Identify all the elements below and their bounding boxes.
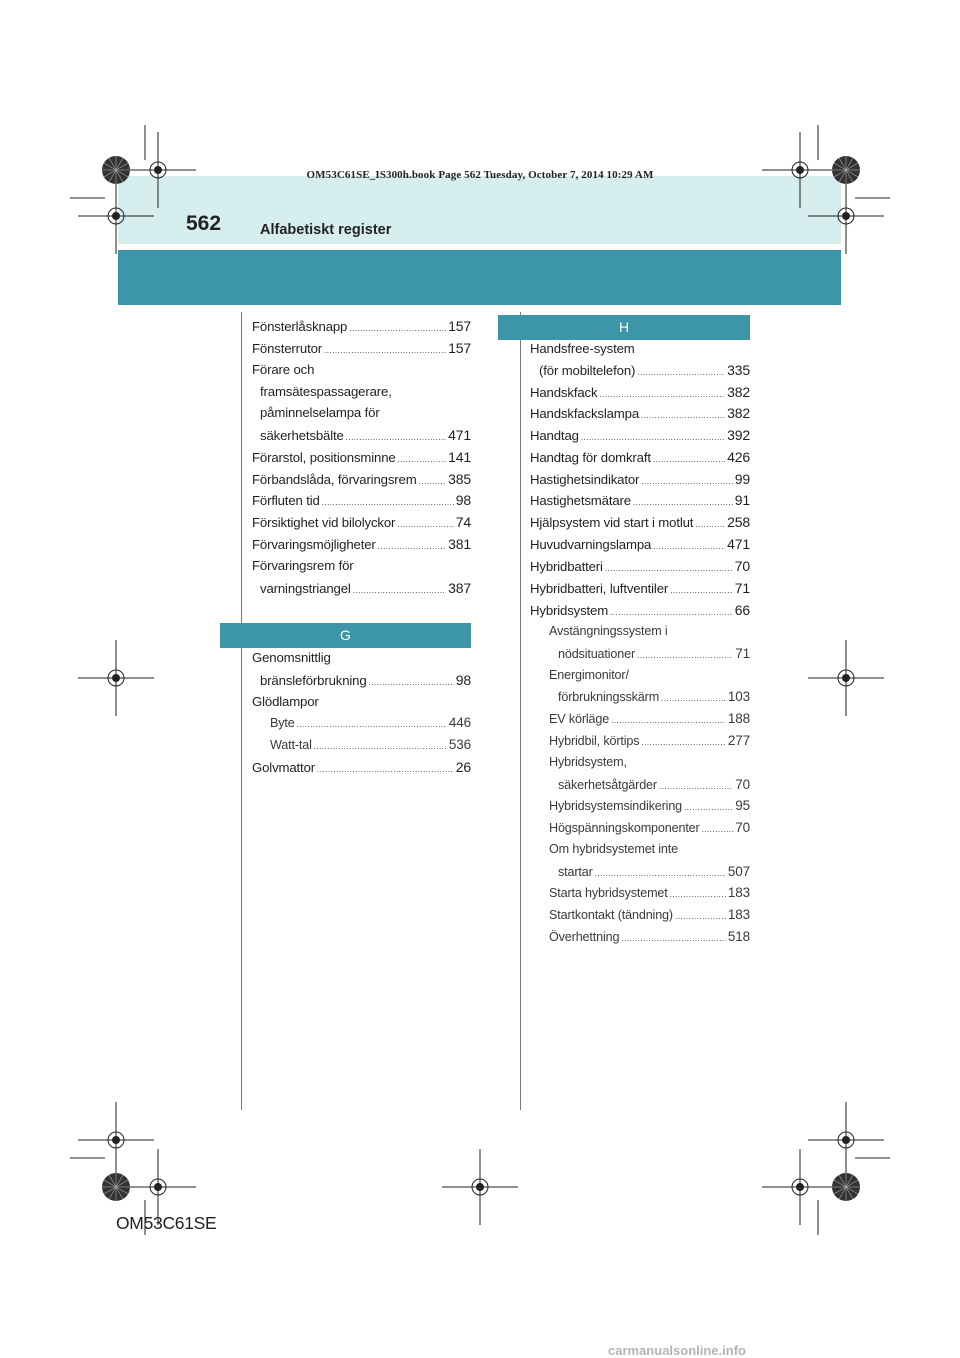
entry-text: Hastighetsmätare xyxy=(530,493,631,508)
entry-text: Hjälpsystem vid start i motlut xyxy=(530,515,694,530)
index-entry-line: Handsfree-system xyxy=(530,341,635,356)
entry-page: 387 xyxy=(448,580,471,596)
entry-text: Överhettning xyxy=(549,930,620,944)
entry-text: Startkontakt (tändning) xyxy=(549,908,673,922)
entry-page: 258 xyxy=(727,514,750,530)
entry-page: 392 xyxy=(727,427,750,443)
index-entry-line: Glödlampor xyxy=(252,694,319,709)
entry-text: EV körläge xyxy=(549,712,610,726)
entry-page: 98 xyxy=(455,492,471,508)
entry-page: 157 xyxy=(448,340,471,356)
entry-page: 426 xyxy=(727,449,750,465)
entry-text: förbrukningsskärm xyxy=(558,690,660,704)
section-title: Alfabetiskt register xyxy=(260,222,392,238)
entry-text: Hybridbatteri, luftventiler xyxy=(530,581,669,596)
entry-text: Huvudvarningslampa xyxy=(530,537,652,552)
entry-text: säkerhetsåtgärder xyxy=(558,778,657,792)
entry-page: 385 xyxy=(448,471,471,487)
entry-text: Hybridsystem xyxy=(530,603,609,618)
page-number: 562 xyxy=(186,212,222,235)
entry-page: 382 xyxy=(727,384,750,400)
entry-text: Hastighetsindikator xyxy=(530,472,640,487)
entry-text: Hybridsystemsindikering xyxy=(549,799,683,813)
entry-page: 277 xyxy=(727,733,750,748)
entry-text: Handskfackslampa xyxy=(530,406,640,421)
entry-text: Handtag för domkraft xyxy=(530,450,651,465)
entry-page: 382 xyxy=(727,405,750,421)
section-letter-g: G xyxy=(220,623,471,648)
entry-page: 518 xyxy=(727,929,750,944)
entry-page: 183 xyxy=(727,885,750,900)
entry-text: Fönsterlåsknapp xyxy=(252,319,348,334)
entry-page: 74 xyxy=(455,514,471,530)
entry-text: Handskfack xyxy=(530,385,598,400)
entry-page: 507 xyxy=(727,864,750,879)
entry-text: bränsleförbrukning xyxy=(260,673,367,688)
entry-text: Byte xyxy=(270,716,295,730)
watermark: carmanualsonline.info xyxy=(608,1343,746,1358)
entry-page: 335 xyxy=(727,362,750,378)
index-subentry-line: Om hybridsystemet inte xyxy=(549,842,678,856)
entry-page: 183 xyxy=(727,907,750,922)
entry-page: 70 xyxy=(735,777,750,792)
entry-page: 66 xyxy=(734,602,750,618)
entry-text: varningstriangel xyxy=(260,581,351,596)
entry-text: Högspänningskomponenter xyxy=(549,821,700,835)
entry-text: Förarstol, positionsminne xyxy=(252,450,396,465)
entry-text: nödsituationer xyxy=(558,647,636,661)
index-entry-line: Förare och xyxy=(252,362,315,377)
entry-page: 95 xyxy=(735,798,750,813)
entry-page: 157 xyxy=(448,318,471,334)
entry-text: Watt-tal xyxy=(270,738,312,752)
entry-text: Golvmattor xyxy=(252,760,315,775)
entry-page: 381 xyxy=(448,536,471,552)
section-letter-h: H xyxy=(498,315,750,340)
entry-page: 71 xyxy=(735,646,750,661)
entry-text: säkerhetsbälte xyxy=(260,428,344,443)
entry-page: 70 xyxy=(735,820,750,835)
entry-text: startar xyxy=(558,865,593,879)
entry-page: 91 xyxy=(734,492,750,508)
footer-code: OM53C61SE xyxy=(116,1213,217,1233)
entry-text: (för mobiltelefon) xyxy=(539,363,636,378)
entry-page: 446 xyxy=(448,715,471,730)
entry-text: Förbandslåda, förvaringsrem xyxy=(252,472,417,487)
entry-text: Fönsterrutor xyxy=(252,341,323,356)
entry-page: 70 xyxy=(734,558,750,574)
entry-text: Starta hybridsystemet xyxy=(549,886,668,900)
index-entry-line: påminnelselampa för xyxy=(260,405,380,420)
entry-text: Förfluten tid xyxy=(252,493,320,508)
index-entry-line: framsätespassagerare, xyxy=(260,384,392,399)
index-entry-line: Genomsnittlig xyxy=(252,650,331,665)
entry-page: 71 xyxy=(734,580,750,596)
entry-page: 141 xyxy=(448,449,471,465)
entry-page: 188 xyxy=(727,711,750,726)
entry-page: 98 xyxy=(455,672,471,688)
entry-page: 103 xyxy=(727,689,750,704)
entry-page: 471 xyxy=(727,536,750,552)
entry-page: 99 xyxy=(734,471,750,487)
book-info-line: OM53C61SE_IS300h.book Page 562 Tuesday, October 7, 2014 10:29 AM xyxy=(306,169,654,181)
index-subentry-line: Avstängningssystem i xyxy=(549,624,668,638)
entry-text: Förvaringsmöjligheter xyxy=(252,537,376,552)
entry-text: Hybridbil, körtips xyxy=(549,734,640,748)
index-subentry-line: Hybridsystem, xyxy=(549,755,627,769)
entry-page: 471 xyxy=(448,427,471,443)
entry-text: Handtag xyxy=(530,428,579,443)
index-entry-line: Förvaringsrem för xyxy=(252,558,354,573)
entry-page: 536 xyxy=(448,737,471,752)
entry-text: Hybridbatteri xyxy=(530,559,603,574)
index-subentry-line: Energimonitor/ xyxy=(549,668,629,682)
entry-page: 26 xyxy=(455,759,471,775)
entry-text: Försiktighet vid bilolyckor xyxy=(252,515,396,530)
